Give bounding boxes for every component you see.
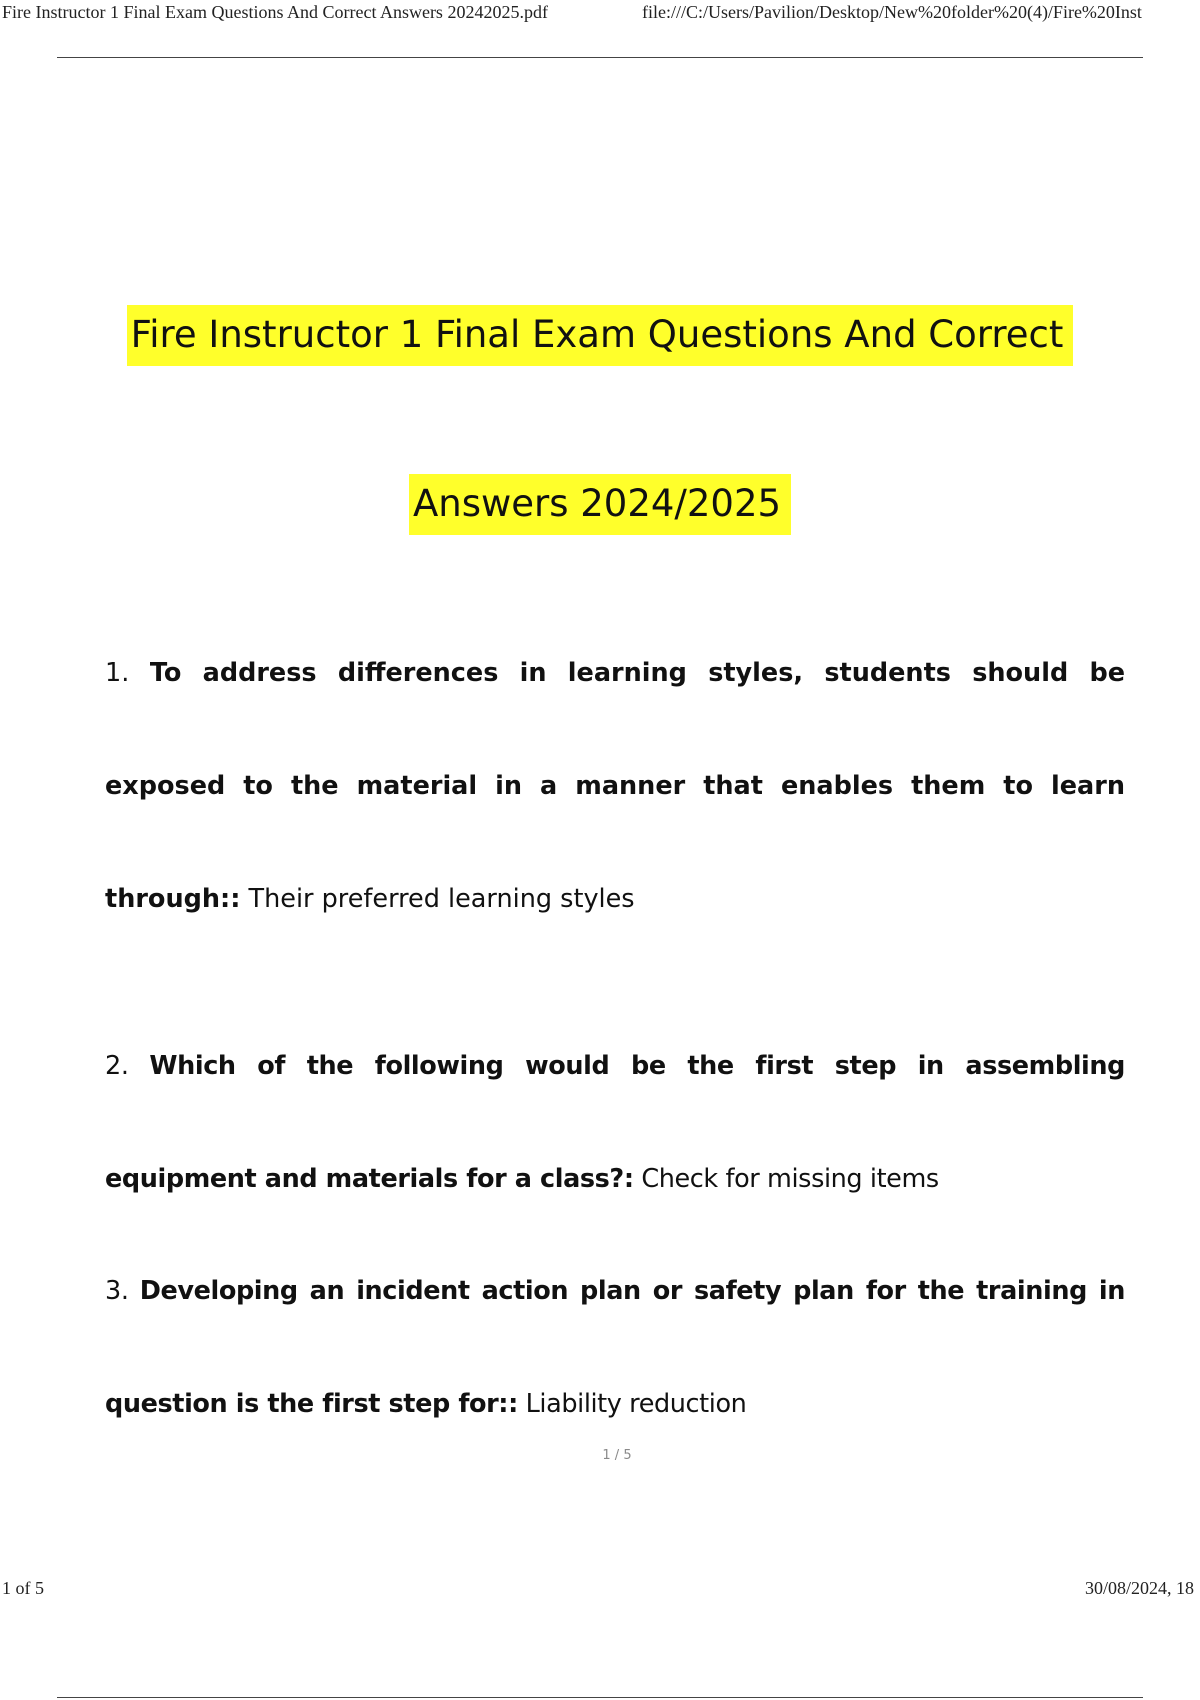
footer-divider (57, 1697, 1143, 1698)
print-footer-datetime: 30/08/2024, 18 (1085, 1578, 1195, 1598)
question-number: 2. (105, 1051, 129, 1081)
document-title-line-2 (0, 482, 1200, 525)
question-item (105, 617, 1125, 956)
question-text: To address differences in learning styles, students should be exposed to the material in a manner that enables them to learn through:: (105, 658, 1126, 914)
print-header-title: Fire Instructor 1 Final Exam Questions And Correct Answers 20242025.pdf (2, 2, 548, 22)
title-highlight: Fire Instructor 1 Final Exam Questions And Correct (127, 305, 1074, 366)
answer-text: Their preferred learning styles (248, 884, 635, 914)
print-footer-page-count: 1 of 5 (2, 1578, 44, 1598)
answer-text: Check for missing items (641, 1164, 939, 1194)
answer-text: Liability reduction (525, 1389, 747, 1419)
header-divider (57, 57, 1143, 58)
question-number: 1. (105, 658, 130, 688)
document-title-line-1 (0, 313, 1200, 356)
document-page (0, 60, 1200, 1590)
print-header-url: file:///C:/Users/Pavilion/Desktop/New%20folder%20(4)/Fire%20Inst (642, 2, 1142, 22)
print-header (0, 0, 1200, 26)
question-text: Developing an incident action plan or safety plan for the training in question is the first step for:: (105, 1276, 1125, 1419)
question-item (105, 1010, 1125, 1236)
page-indicator: 1 / 5 (602, 1448, 632, 1463)
question-text: Which of the following would be the first step in assembling equipment and materials for a class?: (105, 1051, 1125, 1194)
title-highlight: Answers 2024/2025 (409, 474, 791, 535)
question-number: 3. (105, 1276, 129, 1306)
question-item (105, 1235, 1125, 1461)
